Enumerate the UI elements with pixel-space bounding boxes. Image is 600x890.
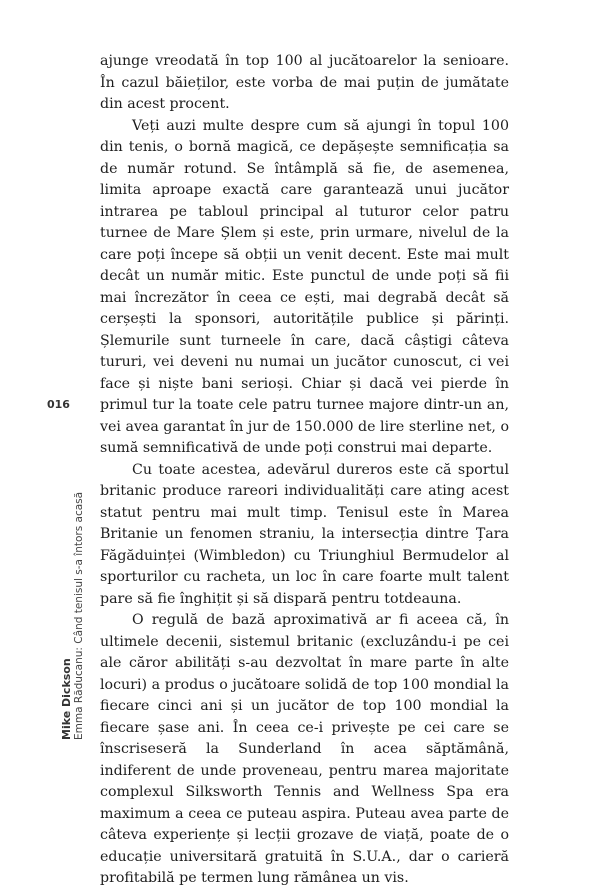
running-head-title: Emma Răducanu: Când tenisul s-a întors acasă [73, 491, 85, 740]
body-text [100, 51, 509, 890]
paragraph-4 [100, 610, 509, 890]
running-head-author: Mike Dickson [60, 658, 73, 740]
abbreviation-usa: S.U.A. [352, 848, 397, 865]
paragraph-3: Cu toate acestea, adevărul dureros este că sportul britanic produce rareori individualități care ating acest statut pentru mai mult timp. Tenisul este în Marea Britanie un fenomen straniu, la intersecția dintre Țara Făgăduinței (Wimbledon) cu Triunghiul Bermudelor al sporturilor cu racheta, un loc în care foarte mult talent pare să fie înghițit și să dispară pentru totdeauna. [100, 461, 509, 607]
running-head [60, 492, 86, 740]
paragraph-2: Veți auzi multe despre cum să ajungi în topul 100 din tenis, o bornă magică, ce depășește semnificația sa de număr rotund. Se întâmplă să fie, de asemenea, limita aproape exactă care garantează unui jucător intrarea pe tabloul principal al tuturor celor patru turnee de Mare Șlem și este, prin urmare, nivelul de la care poți începe să obții un venit decent. Este mai mult decât un număr mitic. Este punctul de unde poți să fii mai încrezător în ceea ce ești, mai degrabă decât să cerșești la sponsori, autoritățile publice și părinți. Șlemurile sunt turneele în care, dacă câștigi câteva tururi, vei deveni nu numai un jucător cunoscut, ci vei face și niște bani serioși. Chiar și dacă vei pierde în primul tur la toate cele patru turnee majore dintr-un an, vei avea garantat în jur de 150.000 de lire sterline net, o sumă semnificativă de unde poți construi mai departe. [100, 117, 509, 456]
page-number: 016 [47, 398, 70, 411]
paragraph-1: ajunge vreodată în top 100 al jucătoarelor la senioare. În cazul băieților, este vorba de mai puțin de jumătate din acest procent. [100, 53, 509, 112]
paragraph-4-text: O regulă de bază aproximativă ar fi aceea că, în ultimele decenii, sistemul britanic (excluzându-i pe cei ale căror abilități s-au dezvoltat în mare parte în alte locuri) a produs o jucătoare solidă de top 100 mondial la fiecare cinci ani și un jucător de top 100 mondial la fiecare șase ani. În ceea ce-i privește pe cei care se înscriseseră la Sunderland în acea săptămână, indiferent de unde proveneau, pentru marea majoritate complexul Silksworth Tennis and Wellness Spa era maximum a ceea ce puteau aspira. Puteau avea parte de câteva experiențe și lecții grozave de viață, poate de o educație universitară gratuită în [100, 612, 509, 865]
paragraph-4-ending: , dar o carieră profitabilă pe termen lung rămânea un vis. [100, 848, 510, 886]
